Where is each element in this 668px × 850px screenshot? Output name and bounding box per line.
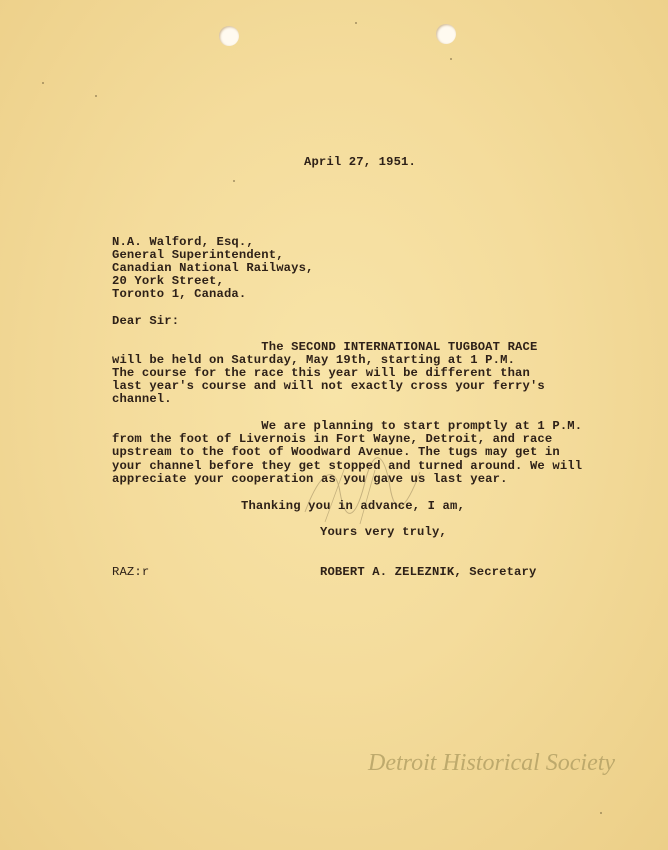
faint-signature-mark bbox=[295, 452, 425, 527]
watermark-detroit-historical-society: Detroit Historical Society bbox=[368, 750, 616, 776]
paragraph-line: The SECOND INTERNATIONAL TUGBOAT RACE bbox=[112, 340, 538, 354]
paragraph-line: from the foot of Livernois in Fort Wayne, Detroit, and race bbox=[112, 432, 553, 446]
paragraph-line: upstream to the foot of Woodward Avenue. The tugs may get in bbox=[112, 445, 560, 459]
paragraph-line: your channel before they get stopped and turned around. We will bbox=[112, 459, 583, 473]
paragraph-line: last year's course and will not exactly cross your ferry's bbox=[112, 379, 545, 393]
closing-line: Thanking you in advance, I am, bbox=[241, 499, 465, 513]
paragraph-line: We are planning to start promptly at 1 P.M. bbox=[112, 419, 583, 433]
letter-date: April 27, 1951. bbox=[304, 155, 416, 169]
recipient-line: Canadian National Railways, bbox=[112, 261, 314, 275]
recipient-line: N.A. Walford, Esq., bbox=[112, 235, 254, 249]
punch-hole-left bbox=[219, 26, 239, 46]
complimentary-close: Yours very truly, bbox=[320, 525, 447, 539]
paragraph-line: The course for the race this year will be different than bbox=[112, 366, 530, 380]
recipient-line: Toronto 1, Canada. bbox=[112, 287, 247, 301]
reference-initials: RAZ:r bbox=[112, 565, 150, 579]
signatory: ROBERT A. ZELEZNIK, Secretary bbox=[320, 565, 537, 579]
punch-hole-right bbox=[436, 24, 456, 44]
paragraph-line: will be held on Saturday, May 19th, starting at 1 P.M. bbox=[112, 353, 516, 367]
salutation: Dear Sir: bbox=[112, 314, 180, 328]
recipient-line: General Superintendent, bbox=[112, 248, 284, 262]
paragraph-line: appreciate your cooperation as you gave us last year. bbox=[112, 472, 508, 486]
recipient-line: 20 York Street, bbox=[112, 274, 224, 288]
paragraph-line: channel. bbox=[112, 392, 172, 406]
